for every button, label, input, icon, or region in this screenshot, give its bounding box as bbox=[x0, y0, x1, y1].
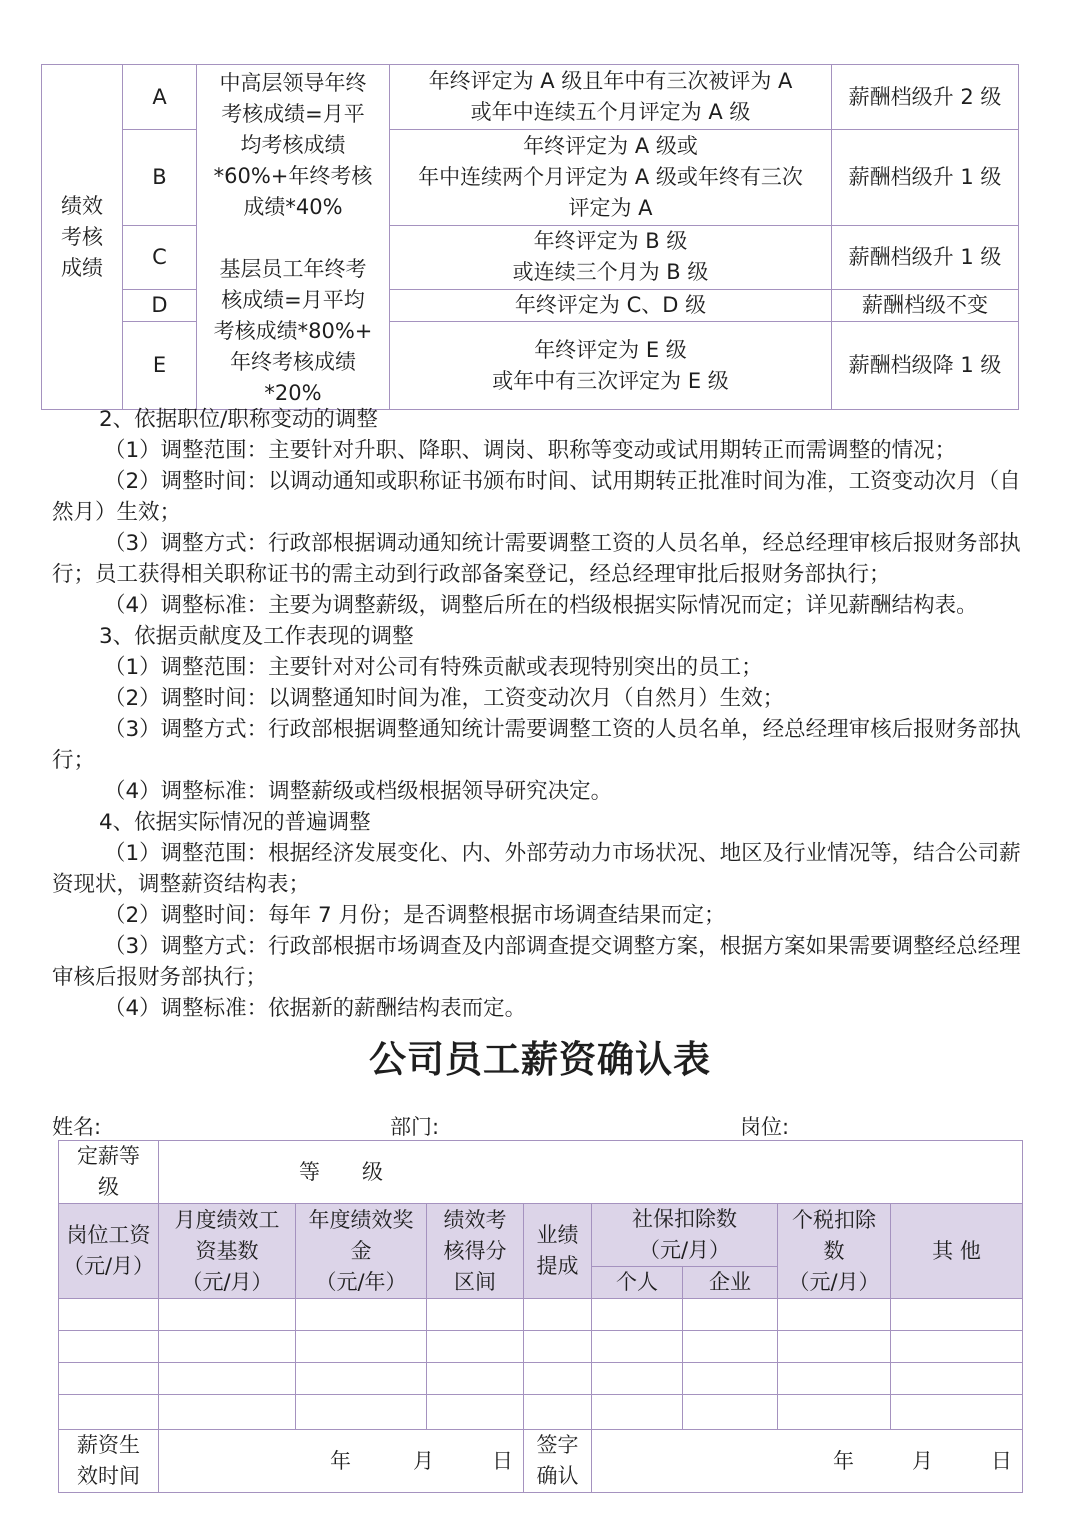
section-3-standard: （4）调整标准：调整薪级或档级根据领导研究决定。 bbox=[104, 779, 613, 804]
name-label: 姓名: bbox=[52, 1115, 102, 1139]
table-cell[interactable] bbox=[683, 1331, 778, 1363]
table-cell[interactable] bbox=[427, 1395, 524, 1430]
tax-header: 个税扣除 数 （元/月） bbox=[778, 1204, 891, 1299]
social-insurance-header: 社保扣除数 （元/月） bbox=[592, 1204, 778, 1267]
section-4-method: （3）调整方式：行政部根据市场调查及内部调查提交调整方案，根据方案如果需要调整经总经理审核后报财务部执行； bbox=[52, 934, 1021, 990]
form-title: 公司员工薪资确认表 bbox=[369, 1038, 711, 1081]
grade-c-condition: 年终评定为 B 级 或连续三个月为 B 级 bbox=[390, 225, 832, 289]
sign-label: 签字 确认 bbox=[524, 1430, 592, 1493]
table-cell[interactable] bbox=[427, 1363, 524, 1395]
table-cell[interactable] bbox=[891, 1363, 1023, 1395]
table-cell[interactable] bbox=[778, 1395, 891, 1430]
other-header: 其 他 bbox=[891, 1204, 1023, 1299]
table-cell[interactable] bbox=[524, 1331, 592, 1363]
table-cell[interactable] bbox=[778, 1331, 891, 1363]
section-3-timing: （2）调整时间：以调整通知时间为准，工资变动次月（自然月）生效； bbox=[104, 686, 785, 711]
section-4-heading: 4、依据实际情况的普遍调整 bbox=[99, 810, 371, 835]
table-cell[interactable] bbox=[59, 1395, 159, 1430]
grade-e-result: 薪酬档级降 1 级 bbox=[832, 322, 1019, 410]
section-2-scope: （1）调整范围：主要针对升职、降职、调岗、职称等变动或试用期转正而需调整的情况； bbox=[104, 438, 957, 463]
effective-month: 月 bbox=[413, 1448, 434, 1473]
form-header bbox=[52, 1112, 1032, 1142]
policy-body bbox=[52, 404, 1032, 1024]
grade-d-condition: 年终评定为 C、D 级 bbox=[390, 289, 832, 322]
table-cell[interactable] bbox=[891, 1395, 1023, 1430]
grade-a-result: 薪酬档级升 2 级 bbox=[832, 65, 1019, 130]
perf-row-header: 绩效 考核 成绩 bbox=[42, 65, 123, 410]
grade-label: 定薪等 级 bbox=[59, 1141, 159, 1204]
table-cell[interactable] bbox=[159, 1395, 296, 1430]
table-cell[interactable] bbox=[891, 1331, 1023, 1363]
table-cell[interactable] bbox=[683, 1363, 778, 1395]
table-cell[interactable] bbox=[524, 1395, 592, 1430]
commission-header: 业绩 提成 bbox=[524, 1204, 592, 1299]
section-2-timing: （2）调整时间：以调动通知或职称证书颁布时间、试用期转正批准时间为准，工资变动次月（自然月）生效； bbox=[52, 469, 1021, 525]
table-cell[interactable] bbox=[683, 1395, 778, 1430]
personal-header: 个人 bbox=[592, 1267, 683, 1299]
grade-b-condition: 年终评定为 A 级或 年中连续两个月评定为 A 级或年终有三次 评定为 A bbox=[390, 130, 832, 226]
table-cell[interactable] bbox=[159, 1331, 296, 1363]
table-cell[interactable] bbox=[296, 1331, 427, 1363]
grade-d: D bbox=[123, 289, 197, 322]
post-label: 岗位: bbox=[740, 1115, 790, 1139]
grade-c-result: 薪酬档级升 1 级 bbox=[832, 225, 1019, 289]
grade-c: C bbox=[123, 225, 197, 289]
table-cell[interactable] bbox=[427, 1299, 524, 1331]
table-cell[interactable] bbox=[59, 1363, 159, 1395]
grade-b-result: 薪酬档级升 1 级 bbox=[832, 130, 1019, 226]
section-4-timing: （2）调整时间：每年 7 月份；是否调整根据市场调查结果而定； bbox=[104, 903, 726, 928]
table-cell[interactable] bbox=[592, 1363, 683, 1395]
table-cell[interactable] bbox=[592, 1331, 683, 1363]
perf-formula: 中高层领导年终 考核成绩=月平 均考核成绩 *60%+年终考核 成绩*40% 基层员工年终考 核成绩=月平均 考核成绩*80%+ 年终考核成绩 *20% bbox=[197, 65, 390, 410]
sign-year: 年 bbox=[833, 1448, 854, 1473]
company-header: 企业 bbox=[683, 1267, 778, 1299]
grade-a-condition: 年终评定为 A 级且年中有三次被评为 A 或年中连续五个月评定为 A 级 bbox=[390, 65, 832, 130]
section-3-heading: 3、依据贡献度及工作表现的调整 bbox=[99, 624, 414, 649]
sign-month: 月 bbox=[912, 1448, 933, 1473]
section-3-method: （3）调整方式：行政部根据调整通知统计需要调整工资的人员名单，经总经理审核后报财务部执行； bbox=[52, 717, 1021, 773]
sign-day: 日 bbox=[991, 1448, 1012, 1473]
table-cell[interactable] bbox=[296, 1395, 427, 1430]
table-cell[interactable] bbox=[59, 1299, 159, 1331]
grade-e: E bbox=[123, 322, 197, 410]
effective-year: 年 bbox=[330, 1448, 351, 1473]
table-cell[interactable] bbox=[296, 1363, 427, 1395]
dept-label: 部门: bbox=[390, 1115, 440, 1139]
table-cell[interactable] bbox=[778, 1363, 891, 1395]
table-cell[interactable] bbox=[159, 1363, 296, 1395]
table-cell[interactable] bbox=[778, 1299, 891, 1331]
table-cell[interactable] bbox=[524, 1299, 592, 1331]
effective-time-label: 薪资生 效时间 bbox=[59, 1430, 159, 1493]
effective-date[interactable] bbox=[159, 1430, 524, 1493]
grade-d-result: 薪酬档级不变 bbox=[832, 289, 1019, 322]
table-cell[interactable] bbox=[592, 1395, 683, 1430]
table-cell[interactable] bbox=[427, 1331, 524, 1363]
table-cell[interactable] bbox=[159, 1299, 296, 1331]
section-2-method: （3）调整方式：行政部根据调动通知统计需要调整工资的人员名单，经总经理审核后报财务部执行；员工获得相关职称证书的需主动到行政部备案登记，经总经理审批后报财务部执行； bbox=[52, 531, 1021, 587]
section-2-heading: 2、依据职位/职称变动的调整 bbox=[99, 407, 378, 432]
section-4-standard: （4）调整标准：依据新的薪酬结构表而定。 bbox=[104, 996, 527, 1021]
table-cell[interactable] bbox=[683, 1299, 778, 1331]
grade-b: B bbox=[123, 130, 197, 226]
salary-confirmation-table bbox=[58, 1140, 1023, 1493]
sign-date[interactable] bbox=[592, 1430, 1023, 1493]
effective-day: 日 bbox=[492, 1448, 513, 1473]
table-cell[interactable] bbox=[59, 1331, 159, 1363]
section-4-scope: （1）调整范围：根据经济发展变化、内、外部劳动力市场状况、地区及行业情况等，结合公司薪资现状，调整薪资结构表； bbox=[52, 841, 1021, 897]
grade-a: A bbox=[123, 65, 197, 130]
annual-bonus-header: 年度绩效奖 金 （元/年） bbox=[296, 1204, 427, 1299]
grade-value[interactable]: 等 级 bbox=[159, 1141, 1023, 1204]
table-cell[interactable] bbox=[891, 1299, 1023, 1331]
table-cell[interactable] bbox=[592, 1299, 683, 1331]
monthly-perf-header: 月度绩效工 资基数 （元/月） bbox=[159, 1204, 296, 1299]
section-3-scope: （1）调整范围：主要针对对公司有特殊贡献或表现特别突出的员工； bbox=[104, 655, 763, 680]
section-2-standard: （4）调整标准：主要为调整薪级，调整后所在的档级根据实际情况而定；详见薪酬结构表。 bbox=[104, 593, 978, 618]
perf-score-header: 绩效考 核得分 区间 bbox=[427, 1204, 524, 1299]
table-cell[interactable] bbox=[524, 1363, 592, 1395]
post-salary-header: 岗位工资 （元/月） bbox=[59, 1204, 159, 1299]
performance-table bbox=[41, 64, 1019, 410]
grade-e-condition: 年终评定为 E 级 或年中有三次评定为 E 级 bbox=[390, 322, 832, 410]
table-cell[interactable] bbox=[296, 1299, 427, 1331]
